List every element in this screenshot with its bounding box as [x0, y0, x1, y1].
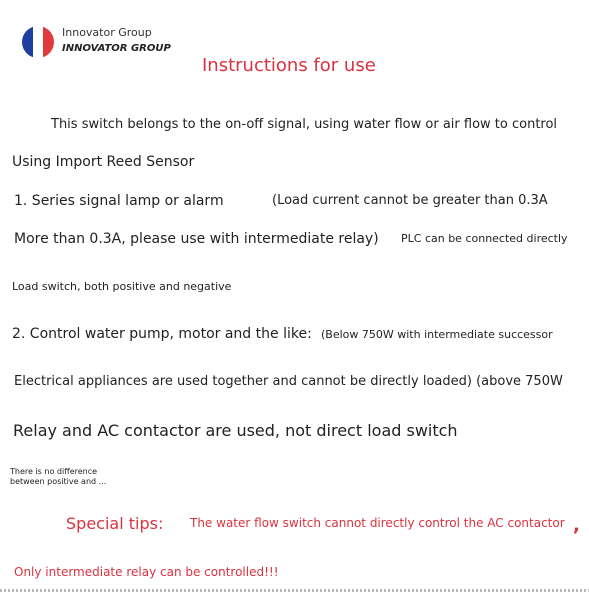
no-difference-line-1: There is no difference	[10, 467, 98, 476]
flag-red-stripe	[43, 26, 54, 58]
special-tips-text: The water flow switch cannot directly control the AC contactor	[190, 516, 565, 530]
plc-text: PLC can be connected directly	[401, 232, 568, 245]
item2-text: 2. Control water pump, motor and the like:	[12, 326, 312, 342]
item1-text: 1. Series signal lamp or alarm	[14, 193, 224, 209]
brand-name: Innovator Group	[62, 26, 152, 39]
only-relay-text: Only intermediate relay can be controlled!!!	[14, 565, 279, 579]
item1-continued: More than 0.3A, please use with intermediate relay)	[14, 231, 379, 247]
load-switch-text: Load switch, both positive and negative	[12, 280, 232, 293]
item1-note: (Load current cannot be greater than 0.3A	[272, 193, 548, 208]
special-tips-label: Special tips:	[66, 514, 164, 533]
no-difference-note	[10, 467, 106, 487]
relay-text: Relay and AC contactor are used, not direct load switch	[13, 421, 458, 440]
item2-note: (Below 750W with intermediate successor	[321, 328, 553, 341]
flag-white-stripe	[33, 26, 44, 58]
intro-text: This switch belongs to the on-off signal, using water flow or air flow to control	[51, 117, 558, 132]
sensor-text: Using Import Reed Sensor	[12, 154, 195, 170]
page-title: Instructions for use	[202, 55, 376, 76]
no-difference-line-2: between positive and ...	[10, 477, 107, 486]
flag-blue-stripe	[22, 26, 33, 58]
france-flag-icon	[22, 26, 54, 58]
brand-name-upper: INNOVATOR GROUP	[62, 43, 171, 54]
appliances-text: Electrical appliances are used together and cannot be directly loaded) (above 750W	[14, 374, 563, 389]
tips-comma: ,	[573, 515, 580, 536]
